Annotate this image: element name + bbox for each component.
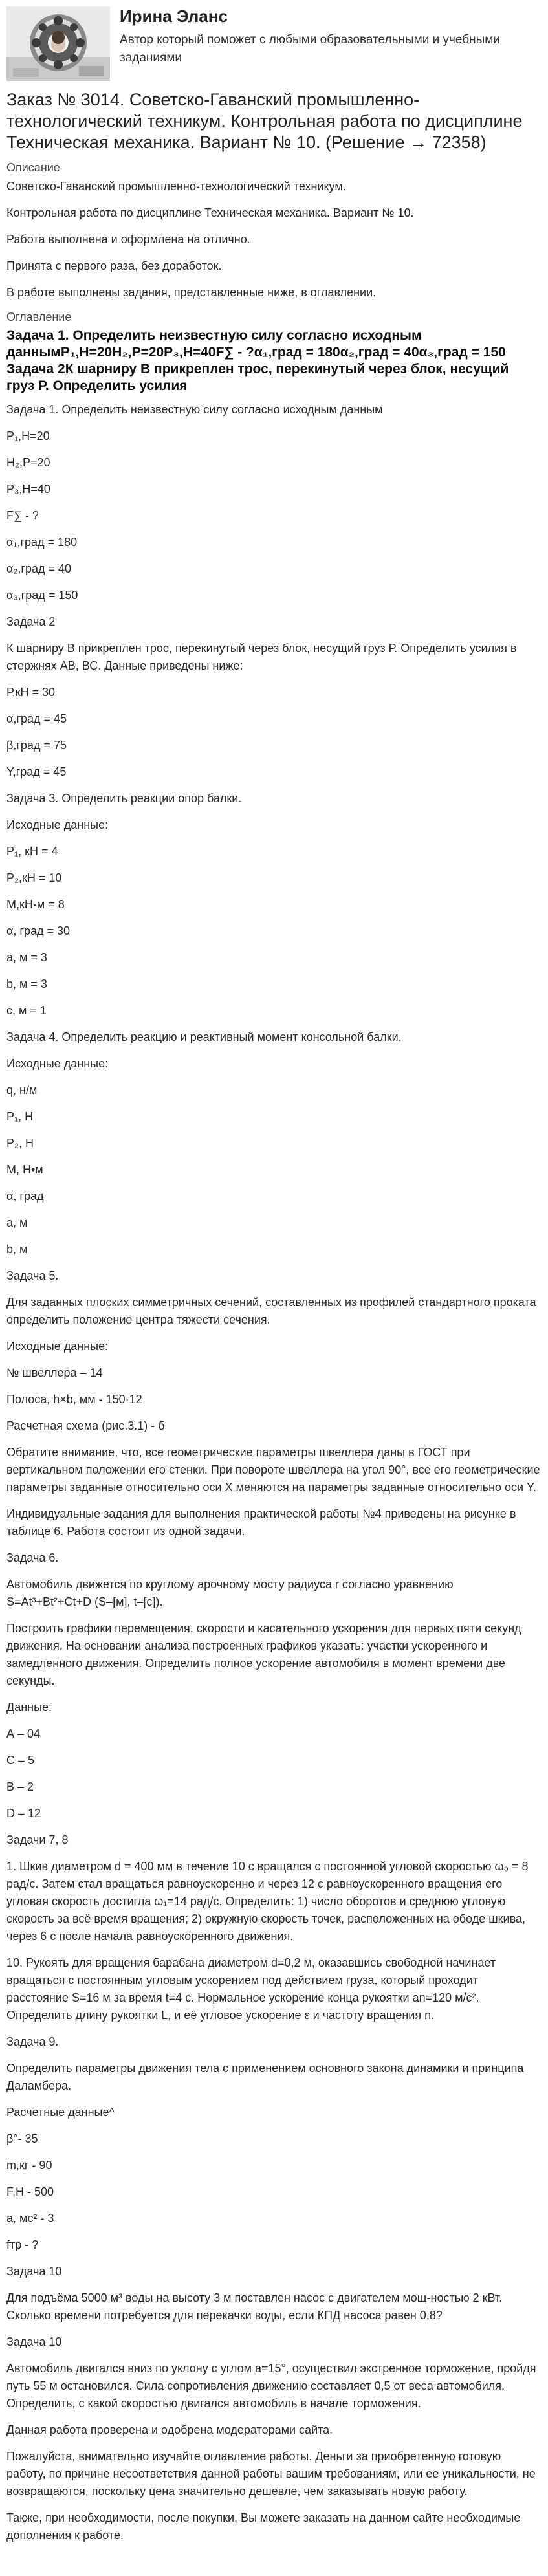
body-paragraph: Задача 9. [6,2035,59,2048]
description-paragraph: Работа выполнена и оформлена на отлично. [6,233,250,246]
body-paragraph: Задача 2 [6,615,56,628]
toc-label: Оглавление [6,311,72,323]
body-paragraph: Задача 10 [6,2335,62,2348]
body-paragraph: № швеллера – 14 [6,1366,103,1379]
body-paragraph: Р₁, Н [6,1110,34,1123]
body-paragraph: Расчетные данные^ [6,2106,115,2119]
body-paragraph: Определить параметры движения тела с применением основного закона динамики и принципа Даламбера. [6,2062,524,2092]
body-paragraph: c, м = 1 [6,1004,47,1017]
body-paragraph: Р₁, кН = 4 [6,845,58,858]
body-paragraph: Данная работа проверена и одобрена модераторами сайта. [6,2423,333,2436]
body-paragraph: Индивидуальные задания для выполнения практической работы №4 приведены на рисунке в таблице 6. Работа состоит из одной задачи. [6,1507,516,1538]
body-paragraph: Автомобиль движется по круглому арочному мосту радиуса r согласно уравнению S=At³+Bt²+Ct+D (S–[м], t–[c]). [6,1578,454,1608]
body-paragraph: b, м [6,1243,28,1256]
body-paragraph: α₃,град = 150 [6,589,78,602]
body-paragraph: Задача 5. [6,1269,59,1282]
body-paragraph: Задача 3. Определить реакции опор балки. [6,792,242,805]
body-paragraph: β,град = 75 [6,739,67,752]
body-paragraph: Р₂,кН = 10 [6,871,62,884]
body-paragraph: Р₃,Н=40 [6,483,50,496]
body-paragraph: F∑ - ? [6,509,39,522]
author-header [0,0,548,87]
task-body [6,401,540,2544]
body-paragraph: F,Н - 500 [6,2185,54,2198]
body-paragraph: Задача 4. Определить реакцию и реактивный момент консольной балки. [6,1031,402,1043]
body-paragraph: Пожалуйста, внимательно изучайте оглавление работы. Деньги за приобретенную готовую работу, по причине несоответствия данной работы вашим требованиям, или ее уникальности, не возвращаются, поскольку цена значительно дешевле, чем заказывать новую работу. [6,2450,536,2498]
body-paragraph: Н₂,Р=20 [6,456,50,469]
body-paragraph: а, м [6,1216,28,1229]
body-paragraph: а, мс² - 3 [6,2212,54,2225]
body-paragraph: Задача 10 [6,2265,62,2278]
body-paragraph: Для подъёма 5000 м³ воды на высоту 3 м поставлен насос с двигателем мощ-ностью 2 кВт. Сколько времени потребуется для перекачки воды, если КПД насоса равен 0,8? [6,2291,503,2322]
body-paragraph: α, град = 30 [6,924,71,937]
body-paragraph: Построить графики перемещения, скорости и касательного ускорения для первых пяти секунд движения. На основании анализа построенных графиков указать: участки ускоренного и замедленного движения. Определить полное ускорение автомобиля в момент времени две секунды. [6,1622,521,1687]
body-paragraph: D – 12 [6,1807,41,1820]
body-paragraph: С – 5 [6,1754,35,1767]
body-paragraph: Полоса, h×b, мм - 150·12 [6,1393,142,1406]
body-paragraph: М,кН·м = 8 [6,898,65,911]
body-paragraph: 1. Шкив диаметром d = 400 мм в течение 10 с вращался с постоянной угловой скоростью ω₀ = 8 рад/с. Затем стал вращаться равноускоренно и через 12 с равноускоренного вращения его угловая скорость достигла ω₁=14 рад/с. Определить: 1) число оборотов и среднюю угловую скорость за всё время вращения; 2) окружную скорость точек, расположенных на ободе шкива, через 6 с после начала равноускоренного движения. [6,1860,529,1943]
body-paragraph: А – 04 [6,1727,41,1740]
body-paragraph: Исходные данные: [6,1340,109,1353]
body-paragraph: Р,кН = 30 [6,686,56,699]
description-paragraph: В работе выполнены задания, представленные ниже, в оглавлении. [6,286,377,299]
author-description: Автор который поможет с любыми образовательными и учебными заданиями [120,33,500,65]
order-content [6,89,540,2553]
body-paragraph: α, град [6,1190,44,1203]
body-paragraph: Для заданных плоских симметричных сечений, составленных из профилей стандартного проката определить положение центра тяжести сечения. [6,1296,536,1326]
body-paragraph: q, н/м [6,1084,38,1097]
toc-text: Задача 1. Определить неизвестную силу согласно исходным даннымР₁,Н=20Н₂,Р=20Р₃,Н=40F∑ - ?α₁,град = 180α₂,град = 40α₃,град = 150 Задача 2К шарниру В прикреплен трос, перекинутый через блок, несущий груз Р. Определить усилия [6,328,509,393]
description-paragraph: Контрольная работа по дисциплине Техническая механика. Вариант № 10. [6,206,414,219]
body-paragraph: m,кг - 90 [6,2159,52,2172]
body-paragraph: Задачи 7, 8 [6,1833,69,1846]
author-name[interactable]: Ирина Эланс [120,6,228,26]
body-paragraph: α,град = 45 [6,712,67,725]
body-paragraph: fтр - ? [6,2238,39,2251]
body-paragraph: а, м = 3 [6,951,47,964]
description-label: Описание [6,161,60,174]
body-paragraph: Расчетная схема (рис.3.1) - б [6,1419,165,1432]
body-paragraph: Исходные данные: [6,818,109,831]
body-paragraph: К шарниру В прикреплен трос, перекинутый через блок, несущий груз Р. Определить усилия в стержнях АВ, ВС. Данные приведены ниже: [6,642,517,672]
body-paragraph: Обратите внимание, что, все геометрические параметры швеллера даны в ГОСТ при вертикальном положении его стенки. При повороте швеллера на угол 90°, все его геометрические параметры заданные относительно оси X меняются на параметры заданные относительно оси Y. [6,1446,540,1494]
body-paragraph: α₂,град = 40 [6,562,72,575]
body-paragraph: Данные: [6,1701,52,1714]
body-paragraph: М, Н•м [6,1163,43,1176]
body-paragraph: Задача 1. Определить неизвестную силу согласно исходным данным [6,403,383,416]
avatar-image [6,6,110,81]
body-paragraph: b, м = 3 [6,977,47,990]
body-paragraph: 10. Рукоять для вращения барабана диаметром d=0,2 м, оказавшись свободной начинает вращаться с постоянным угловым ускорением под действием груза, который проходит расстояние S=16 м за время t=4 с. Нормальное ускорение конца рукоятки аn=120 м/с². Определить длину рукоятки L, и её угловое ускорение ε и частоту вращения n. [6,1956,496,2022]
body-paragraph: Также, при необходимости, после покупки, Вы можете заказать на данном сайте необходимые дополнения к работе. [6,2511,521,2542]
body-paragraph: Р₂, Н [6,1137,34,1150]
body-paragraph: Υ,град = 45 [6,765,67,778]
description-paragraph: Советско-Гаванский промышленно-технологический техникум. [6,180,346,193]
body-paragraph: Задача 6. [6,1551,59,1564]
body-paragraph: β°- 35 [6,2132,38,2145]
body-paragraph: Р₁,Н=20 [6,430,50,442]
order-title: Заказ № 3014. Советско-Гаванский промышленно-технологический техникум. Контрольная работа по дисциплине Техническая механика. Вариант № 10. (Решение → 72358) [6,90,523,152]
author-avatar[interactable] [6,6,110,81]
body-paragraph: α₁,град = 180 [6,536,78,549]
body-paragraph: Исходные данные: [6,1057,109,1070]
description-paragraph: Принята с первого раза, без доработок. [6,259,222,272]
body-paragraph: В – 2 [6,1780,34,1793]
body-paragraph: Автомобиль двигался вниз по уклону с углом а=15°, осуществил экстренное торможение, пройдя путь 55 м остановился. Сила сопротивления движению составляет 0,5 от веса автомобиля. Определить, с какой скоростью двигался автомобиль в начале торможения. [6,2362,536,2410]
